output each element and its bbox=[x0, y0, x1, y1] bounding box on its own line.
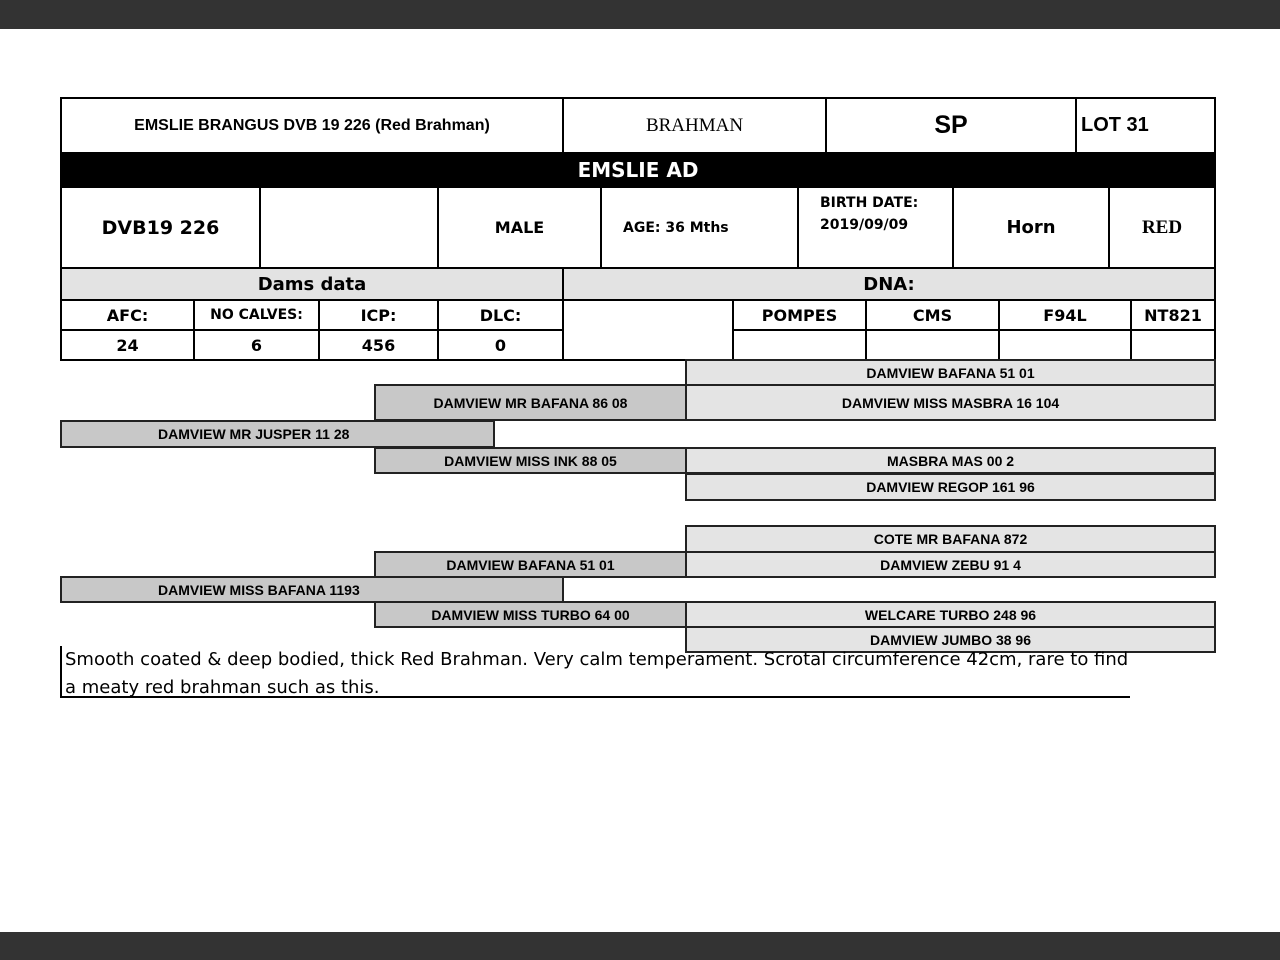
pedigree-sire-dam-dam bbox=[685, 473, 1216, 501]
pompes-value bbox=[732, 329, 867, 361]
birth-label: BIRTH DATE: bbox=[820, 195, 919, 211]
pedigree-dam-dam-text: DAMVIEW MISS TURBO 64 00 bbox=[431, 606, 630, 623]
f94l-value bbox=[998, 329, 1132, 361]
pedigree-dam-dam-sire bbox=[685, 601, 1216, 628]
pedigree-sire-dam-dam-text: DAMVIEW REGOP 161 96 bbox=[866, 479, 1035, 495]
pedigree-sire-sire-sire-text: DAMVIEW BAFANA 51 01 bbox=[866, 364, 1035, 381]
pedigree-dam-sire-sire bbox=[685, 525, 1216, 553]
dna-heading-text: DNA: bbox=[863, 273, 915, 295]
afc-label-text: AFC: bbox=[106, 305, 149, 325]
lot-text: LOT 31 bbox=[1081, 114, 1149, 136]
pedigree-sire-sire bbox=[374, 384, 687, 421]
viewer-top-bar bbox=[0, 0, 1280, 29]
no-calves-value-text: 6 bbox=[250, 335, 263, 355]
pedigree-dam-sire bbox=[374, 551, 687, 578]
dlc-label-text: DLC: bbox=[479, 305, 522, 325]
afc-value bbox=[60, 329, 195, 361]
pedigree-dam-dam bbox=[374, 601, 687, 628]
pedigree-dam bbox=[60, 576, 564, 603]
pedigree-dam-dam-dam-text: DAMVIEW JUMBO 38 96 bbox=[869, 631, 1032, 648]
pedigree-dam-sire-dam bbox=[685, 551, 1216, 578]
afc-label bbox=[60, 299, 195, 331]
no-calves-label bbox=[193, 299, 320, 331]
pedigree-sire-dam-text: DAMVIEW MISS INK 88 05 bbox=[444, 452, 617, 469]
pedigree-sire-sire-text: DAMVIEW MR BAFANA 86 08 bbox=[433, 394, 628, 411]
icp-value bbox=[318, 329, 439, 361]
horn-cell bbox=[952, 186, 1110, 269]
dna-heading bbox=[562, 267, 1216, 301]
sex-cell bbox=[437, 186, 602, 269]
remarks bbox=[60, 646, 1130, 698]
pedigree-dam-dam-sire-text: WELCARE TURBO 248 96 bbox=[864, 606, 1037, 623]
code-text: SP bbox=[934, 111, 968, 139]
pedigree-sire bbox=[60, 420, 495, 448]
breed-text: BRAHMAN bbox=[645, 114, 744, 136]
remarks-text: Smooth coated & deep bodied, thick Red Brahman. Very calm temperament. Scrotal circumference 42cm, rare to find a meaty red brahman such as this. bbox=[65, 649, 1129, 698]
dlc-value-text: 0 bbox=[494, 335, 507, 355]
pedigree-sire-dam bbox=[374, 447, 687, 474]
icp-label bbox=[318, 299, 439, 331]
dams-heading-text: Dams data bbox=[257, 273, 367, 295]
pedigree-sire-sire-dam-text: DAMVIEW MISS MASBRA 16 104 bbox=[841, 394, 1060, 411]
id-cell bbox=[60, 186, 261, 269]
dams-heading bbox=[60, 267, 564, 301]
birth-date: 2019/09/09 bbox=[820, 217, 909, 233]
cms-value bbox=[865, 329, 1000, 361]
pedigree-dam-text: DAMVIEW MISS BAFANA 1193 bbox=[158, 581, 360, 598]
cms-label-text: CMS bbox=[912, 305, 953, 325]
pompes-label bbox=[732, 299, 867, 331]
nt821-label bbox=[1130, 299, 1216, 331]
no-calves-label-text: NO CALVES: bbox=[210, 307, 303, 323]
viewer-bottom-bar bbox=[0, 932, 1280, 960]
breed-cell bbox=[562, 97, 827, 154]
pedigree-dam-sire-sire-text: COTE MR BAFANA 872 bbox=[873, 531, 1028, 547]
color-text: RED bbox=[1141, 216, 1183, 238]
pedigree-dam-sire-text: DAMVIEW BAFANA 51 01 bbox=[446, 556, 615, 573]
pompes-label-text: POMPES bbox=[761, 305, 838, 325]
pedigree-sire-text: DAMVIEW MR JUSPER 11 28 bbox=[158, 426, 350, 442]
blank-cell bbox=[259, 186, 439, 269]
f94l-label bbox=[998, 299, 1132, 331]
age-text: AGE: 36 Mths bbox=[623, 219, 729, 236]
code-cell bbox=[825, 97, 1077, 154]
nt821-label-text: NT821 bbox=[1144, 305, 1202, 325]
id-text: DVB19 226 bbox=[101, 216, 220, 239]
name-bar bbox=[60, 152, 1216, 188]
age-cell bbox=[600, 186, 799, 269]
cms-label bbox=[865, 299, 1000, 331]
color-cell bbox=[1108, 186, 1216, 269]
sex-text: MALE bbox=[494, 218, 545, 237]
dna-blank-cell bbox=[562, 299, 734, 361]
icp-label-text: ICP: bbox=[360, 305, 397, 325]
animal-title-text: EMSLIE BRANGUS DVB 19 226 (Red Brahman) bbox=[134, 116, 490, 134]
no-calves-value bbox=[193, 329, 320, 361]
animal-title bbox=[60, 97, 564, 154]
pedigree-dam-sire-dam-text: DAMVIEW ZEBU 91 4 bbox=[880, 556, 1021, 573]
nt821-value bbox=[1130, 329, 1216, 361]
f94l-label-text: F94L bbox=[1043, 305, 1087, 325]
dlc-value bbox=[437, 329, 564, 361]
lot-cell bbox=[1075, 97, 1216, 154]
pedigree-sire-sire-sire bbox=[685, 359, 1216, 386]
afc-value-text: 24 bbox=[116, 335, 139, 355]
pedigree-sire-dam-sire-text: MASBRA MAS 00 2 bbox=[886, 452, 1015, 469]
pedigree-sire-dam-sire bbox=[685, 447, 1216, 474]
dlc-label bbox=[437, 299, 564, 331]
horn-text: Horn bbox=[1006, 217, 1056, 238]
name-bar-text: EMSLIE AD bbox=[577, 158, 699, 182]
birth-cell bbox=[797, 186, 954, 269]
icp-value-text: 456 bbox=[361, 335, 396, 355]
pedigree-sire-sire-dam bbox=[685, 384, 1216, 421]
